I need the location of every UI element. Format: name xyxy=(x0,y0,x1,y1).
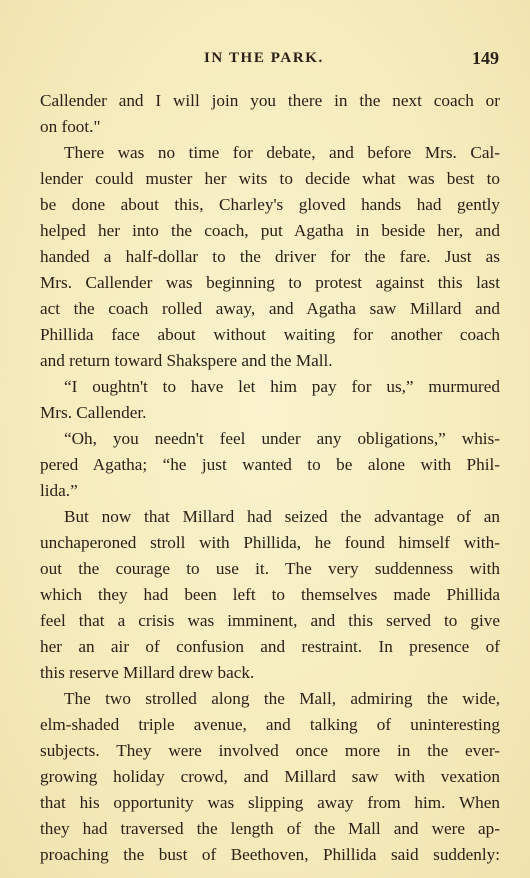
text-line: this reserve Millard drew back. xyxy=(40,663,255,682)
text-line: helped her into the coach, put Agatha in beside her, and xyxy=(40,221,500,240)
text-line: and return toward Shakspere and the Mall. xyxy=(40,351,333,370)
text-line: Mrs. Callender was beginning to protest against this last xyxy=(40,273,500,292)
text-line: Mrs. Callender. xyxy=(40,403,147,422)
text-line: But now that Millard had seized the advantage of an xyxy=(64,507,500,526)
body-text xyxy=(40,88,500,868)
text-line: unchaperoned stroll with Phillida, he found himself with- xyxy=(40,533,500,552)
text-line: out the courage to use it. The very suddenness with xyxy=(40,559,500,578)
text-line: subjects. They were involved once more in the ever- xyxy=(40,741,500,760)
text-line: Phillida face about without waiting for another coach xyxy=(40,325,500,344)
text-line: “Oh, you needn't feel under any obligations,” whis- xyxy=(64,429,500,448)
text-line: growing holiday crowd, and Millard saw with vexation xyxy=(40,767,500,786)
text-line: elm-shaded triple avenue, and talking of uninteresting xyxy=(40,715,500,734)
text-line: that his opportunity was slipping away from him. When xyxy=(40,793,500,812)
running-head: IN THE PARK. xyxy=(204,50,324,66)
text-line: “I oughtn't to have let him pay for us,” murmured xyxy=(64,377,500,396)
text-line: The two strolled along the Mall, admiring the wide, xyxy=(64,689,500,708)
text-line: feel that a crisis was imminent, and this served to give xyxy=(40,611,500,630)
text-line: they had traversed the length of the Mall and were ap- xyxy=(40,819,500,838)
text-line: act the coach rolled away, and Agatha saw Millard and xyxy=(40,299,500,318)
text-line: handed a half-dollar to the driver for the fare. Just as xyxy=(40,247,500,266)
text-line: proaching the bust of Beethoven, Phillida said suddenly: xyxy=(40,845,500,864)
text-line: There was no time for debate, and before Mrs. Cal- xyxy=(64,143,500,162)
text-line: on foot." xyxy=(40,117,101,136)
text-line: pered Agatha; “he just wanted to be alone with Phil- xyxy=(40,455,500,474)
text-line: Callender and I will join you there in the next coach or xyxy=(40,91,500,110)
text-line: lida.” xyxy=(40,481,78,500)
text-line: be done about this, Charley's gloved hands had gently xyxy=(40,195,500,214)
text-line: her an air of confusion and restraint. In presence of xyxy=(40,637,500,656)
text-line: which they had been left to themselves made Phillida xyxy=(40,585,500,604)
page-header xyxy=(0,48,530,72)
page-number: 149 xyxy=(472,48,499,68)
text-line: lender could muster her wits to decide what was best to xyxy=(40,169,500,188)
